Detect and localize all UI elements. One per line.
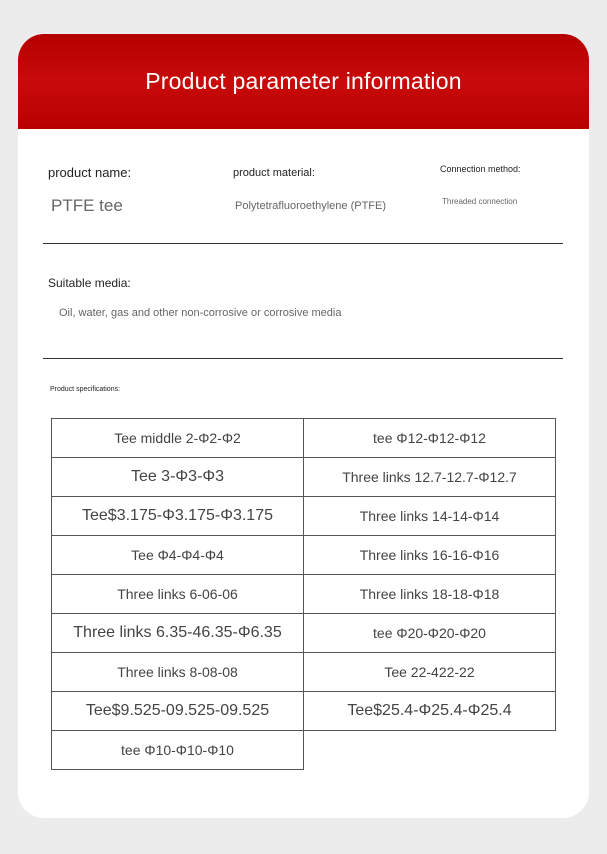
table-row	[52, 536, 556, 575]
connection-method-label: Connection method:	[440, 164, 521, 174]
spec-cell: Three links 8-08-08	[52, 653, 304, 692]
spec-cell: Tee Φ4-Φ4-Φ4	[52, 536, 304, 575]
table-row	[52, 692, 556, 731]
table-row	[52, 497, 556, 536]
spec-cell: Tee middle 2-Φ2-Φ2	[52, 419, 304, 458]
product-material-label: product material:	[233, 167, 315, 179]
table-row	[52, 614, 556, 653]
table-row	[52, 731, 556, 770]
connection-method-value: Threaded connection	[442, 197, 518, 206]
table-row	[52, 419, 556, 458]
spec-cell: Three links 6.35-46.35-Φ6.35	[52, 614, 304, 653]
suitable-media-label: Suitable media:	[48, 276, 131, 290]
spec-cell: Three links 16-16-Φ16	[304, 536, 556, 575]
spec-cell: Three links 18-18-Φ18	[304, 575, 556, 614]
header-banner	[18, 34, 589, 129]
table-row	[52, 458, 556, 497]
spec-cell: Tee 22-422-22	[304, 653, 556, 692]
table-row	[52, 575, 556, 614]
parameter-card	[18, 34, 589, 818]
spec-cell: Tee$9.525-09.525-09.525	[52, 692, 304, 731]
divider	[43, 243, 563, 244]
product-name-label: product name:	[48, 165, 132, 180]
product-material-value: Polytetrafluoroethylene (PTFE)	[235, 200, 387, 212]
specifications-table	[51, 418, 556, 770]
page-title: Product parameter information	[145, 68, 462, 94]
divider	[43, 358, 563, 359]
spec-cell: tee Φ20-Φ20-Φ20	[304, 614, 556, 653]
table-row	[52, 653, 556, 692]
specifications-label: Product specifications:	[50, 386, 121, 393]
spec-cell: Tee$3.175-Φ3.175-Φ3.175	[52, 497, 304, 536]
spec-cell: Three links 6-06-06	[52, 575, 304, 614]
empty-cell	[304, 731, 556, 770]
spec-cell: Tee$25.4-Φ25.4-Φ25.4	[304, 692, 556, 731]
suitable-media-value: Oil, water, gas and other non-corrosive or corrosive media	[59, 307, 342, 319]
spec-cell: Tee 3-Φ3-Φ3	[52, 458, 304, 497]
spec-cell: Three links 14-14-Φ14	[304, 497, 556, 536]
product-name-value: PTFE tee	[51, 196, 123, 215]
spec-cell: Three links 12.7-12.7-Φ12.7	[304, 458, 556, 497]
spec-cell: tee Φ12-Φ12-Φ12	[304, 419, 556, 458]
spec-cell: tee Φ10-Φ10-Φ10	[52, 731, 304, 770]
